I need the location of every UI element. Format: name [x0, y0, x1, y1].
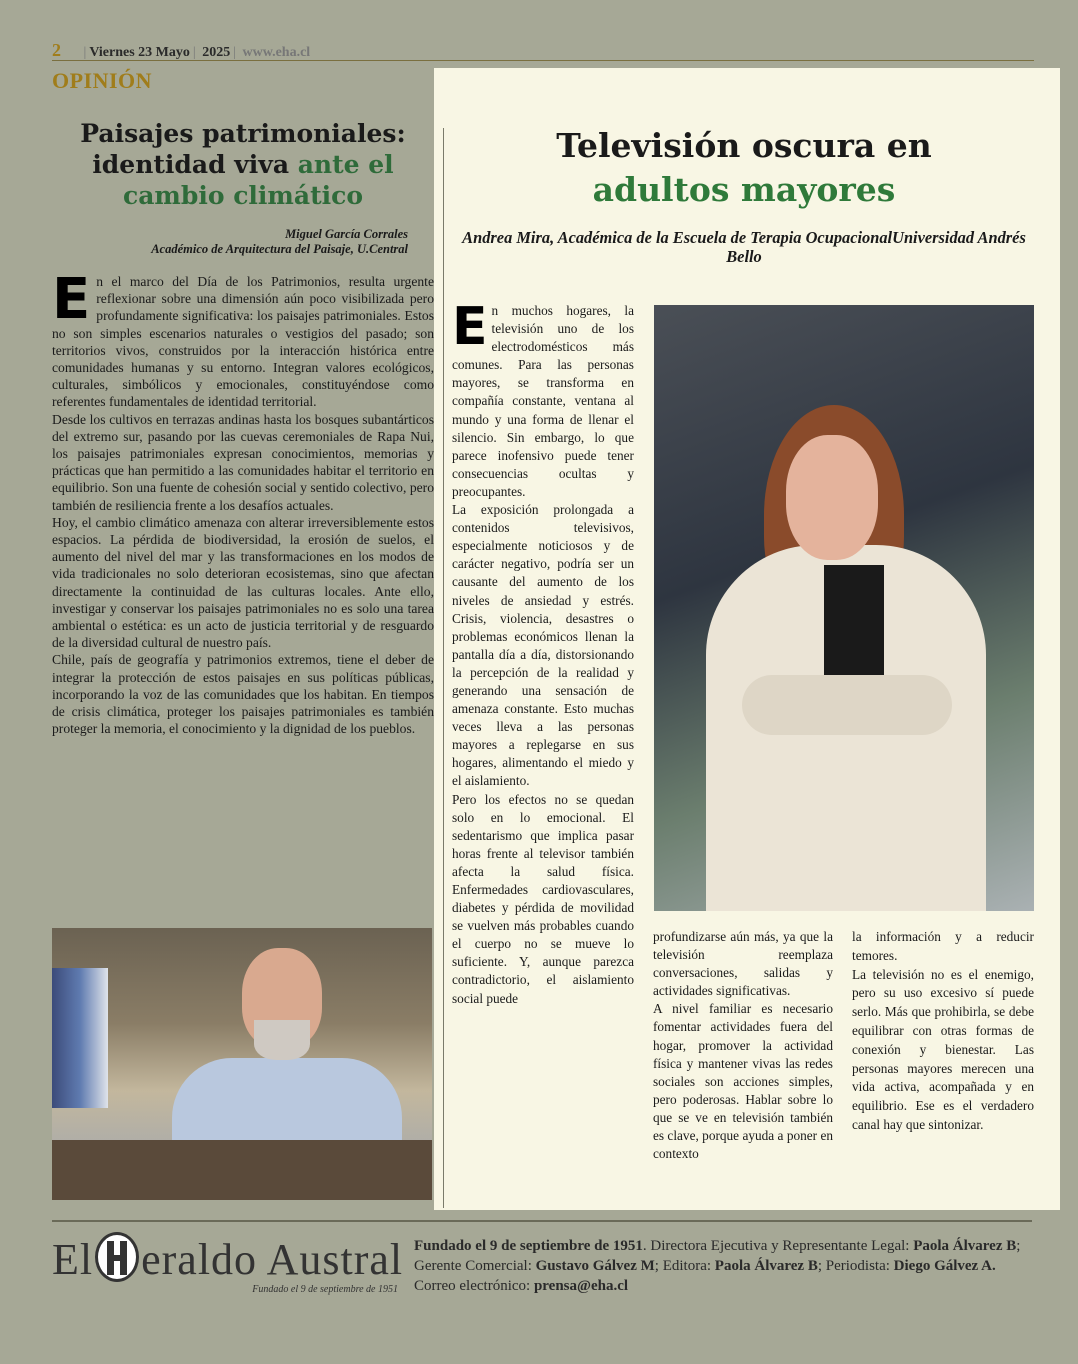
paragraph: Desde los cultivos en terrazas andinas hasta los bosques subantárticos del extremo sur, pasando por las cuevas ceremoniales de Rapa Nui, los paisajes patrimoniales expresan conocimientos, memorias y prácticas que han permitido a las comunidades habitar el territorio en equilibrio. Son una fuente de cohesión social y sentido colectivo, pero también de resiliencia frente a los desafíos actuales.: [52, 411, 434, 513]
article-television-col2: [653, 928, 833, 1163]
email-link[interactable]: prensa@eha.cl: [533, 1278, 629, 1294]
author-photo-andrea: [654, 305, 1034, 911]
paragraph: Hoy, el cambio climático amenaza con alterar irreversiblemente estos espacios. La pérdida de biodiversidad, la erosión de suelos, el aumento del nivel del mar y las transformaciones en los modos de vida tradicionales no solo deterioran ecosistemas, sino que afectan directamente la continuidad de las culturas locales. Ante ello, investigar y conservar los paisajes patrimoniales no es solo una tarea ambiental o estética: es un acto de justicia territorial y de resguardo de la diversidad cultural de nuestro país.: [52, 514, 434, 651]
page-number: 2: [52, 40, 61, 60]
author-name: Miguel García Corrales: [285, 227, 408, 241]
website-link[interactable]: www.eha.cl: [242, 45, 311, 60]
header-rule: [52, 60, 1034, 61]
article-television-byline: Andrea Mira, Académica de la Escuela de Terapia OcupacionalUniversidad Andrés Bello: [462, 228, 1026, 266]
article-paisajes: [52, 118, 434, 737]
column-divider: [443, 128, 444, 1208]
h-emblem-icon: [95, 1232, 139, 1282]
author-role: Académico de Arquitectura del Paisaje, U.Central: [151, 242, 408, 256]
newspaper-logo[interactable]: El eraldo Austral Fundado el 9 de septiembre de 1951: [52, 1232, 402, 1302]
footer-rule: [52, 1220, 1032, 1222]
article-paisajes-body: En el marco del Día de los Patrimonios, resulta urgente reflexionar sobre una dimensión aún poco visibilizada pero profundamente significativa: los paisajes patrimoniales. Estos no son simples escenarios naturales o vestigios del pasado; son territorios vivos, construidos por la interacción histórica entre comunidades humanas y su entorno. Integran valores ecológicos, culturales, simbólicos y emocionales, constituyéndose como referentes fundamentales de identidad territorial. Desde los cultivos en terrazas andinas hasta los bosques subantárticos del extremo sur, pasando por las cuevas ceremoniales de Rapa Nui, los paisajes patrimoniales expresan conocimientos, memorias y prácticas que han permitido a las comunidades habitar el territorio en equilibrio. Son una fuente de cohesión social y sentido colectivo, pero también de resiliencia frente a los desafíos actuales. Hoy, el cambio climático amenaza con alterar irreversiblemente estos espacios. La pérdida de biodiversidad, la erosión de suelos, el aumento del nivel del mar y las transformaciones en los modos de vida tradicionales no solo deterioran ecosistemas, sino que afectan directamente la continuidad de las culturas locales. Ante ello, investigar y conservar los paisajes patrimoniales no es solo una tarea ambiental o estética: es un acto de justicia territorial y de resguardo de la diversidad cultural de nuestro país. Chile, país de geografía y patrimonios extremos, tiene el deber de integrar la protección de estos paisajes en sus políticas públicas, incorporando la voz de las comunidades que los habitan. En tiempos de crisis climática, proteger los paisajes patrimoniales es también proteger la memoria, el conocimiento y la dignidad de los pueblos.: [52, 267, 434, 737]
paragraph: La televisión no es el enemigo, pero su uso excesivo sí puede serlo. Más que prohibirla, se debe equilibrar con otras formas de conexión y bienestar. Las personas mayores merecen una vida activa, acompañada y en equilibrio. Ese es el verdadero canal hay que sintonizar.: [852, 966, 1034, 1132]
article-paisajes-byline: [52, 227, 434, 257]
drop-cap: E: [52, 267, 91, 332]
page-header: 2 | Viernes 23 Mayo | 2025 | www.eha.cl: [52, 40, 311, 60]
article-television-col1: En muchos hogares, la televisión uno de los electrodomésticos más comunes. Para las personas mayores, se transforma en compañía constante, ventana al mundo y una forma de llenar el silencio. Sin embargo, lo que parece inofensivo puede tener consecuencias ocultas y preocupantes. La exposición prolongada a contenidos televisivos, especialmente noticiosos y de carácter negativo, podría ser un causante del aumento de los niveles de ansiedad y estrés. Crisis, violencia, desastres o problemas económicos llenan la pantalla día a día, distorsionando la percepción de la realidad y generando una sensación de amenaza constante. Esto muchas veces lleva a las personas mayores a replegarse en sus hogares, alimentando el miedo y el aislamiento. Pero los efectos no se quedan solo en lo emocional. El sedentarismo que implica pasar horas frente al televisor también afecta la salud física. Enfermedades cardiovasculares, diabetes y pérdida de movilidad se vuelven más probables cuando el cuerpo no se mueve lo suficiente. Y, aunque parezca contradictorio, el aislamiento social puede: [452, 302, 634, 1008]
paragraph: Chile, país de geografía y patrimonios extremos, tiene el deber de integrar la protección de estos paisajes en sus políticas públicas, incorporando la voz de las comunidades que los habitan. En tiempos de crisis climática, proteger los paisajes patrimoniales es también proteger la memoria, el conocimiento y la dignidad de los pueblos.: [52, 652, 434, 737]
section-label: OPINIÓN: [52, 68, 153, 93]
logo-tagline: Fundado el 9 de septiembre de 1951: [252, 1284, 398, 1295]
paragraph: profundizarse aún más, ya que la televisión reemplaza conversaciones, salidas y actividades significativas.: [653, 929, 833, 999]
drop-cap: E: [452, 297, 488, 357]
masthead-credits: Fundado el 9 de septiembre de 1951. Directora Ejecutiva y Representante Legal: Paola Álvarez B; Gerente Comercial: Gustavo Gálvez M; Editora: Paola Álvarez B; Periodista: Diego Gálvez A. Correo electrónico: prensa@eha.cl: [414, 1238, 1021, 1294]
paragraph: A nivel familiar es necesario fomentar actividades fuera del hogar, promover la actividad física y mantener vivas las redes sociales son acciones simples, pero poderosas. Hablar sobre lo que se ve en televisión también es clave, porque ayuda a poner en contexto: [653, 1001, 833, 1162]
issue-year: 2025: [202, 45, 231, 60]
author-photo-miguel: [52, 928, 432, 1200]
article-paisajes-title: Paisajes patrimoniales: identidad viva ante el cambio climático: [80, 119, 406, 210]
paragraph: la información y a reducir temores.: [852, 929, 1034, 963]
article-television-col3: [852, 928, 1034, 1135]
article-television-title: Televisión oscura en adultos mayores: [556, 126, 932, 209]
paragraph: La exposición prolongada a contenidos televisivos, especialmente noticiosos y de carácter negativo, podría ser un causante del aumento de los niveles de ansiedad y estrés. Crisis, violencia, desastres o problemas económicos llenan la pantalla día a día, distorsionando la percepción de la realidad y generando una sensación de amenaza constante. Esto muchas veces lleva a las personas mayores a replegarse en sus hogares, alimentando el miedo y el aislamiento.: [452, 502, 634, 789]
paragraph: Pero los efectos no se quedan solo en lo emocional. El sedentarismo que implica pasar horas frente al televisor también afecta la salud física. Enfermedades cardiovasculares, diabetes y pérdida de movilidad se vuelven más probables cuando el cuerpo no se mueve lo suficiente. Y, aunque parezca contradictorio, el aislamiento social puede: [452, 791, 634, 1006]
issue-date: Viernes 23 Mayo: [89, 45, 190, 60]
